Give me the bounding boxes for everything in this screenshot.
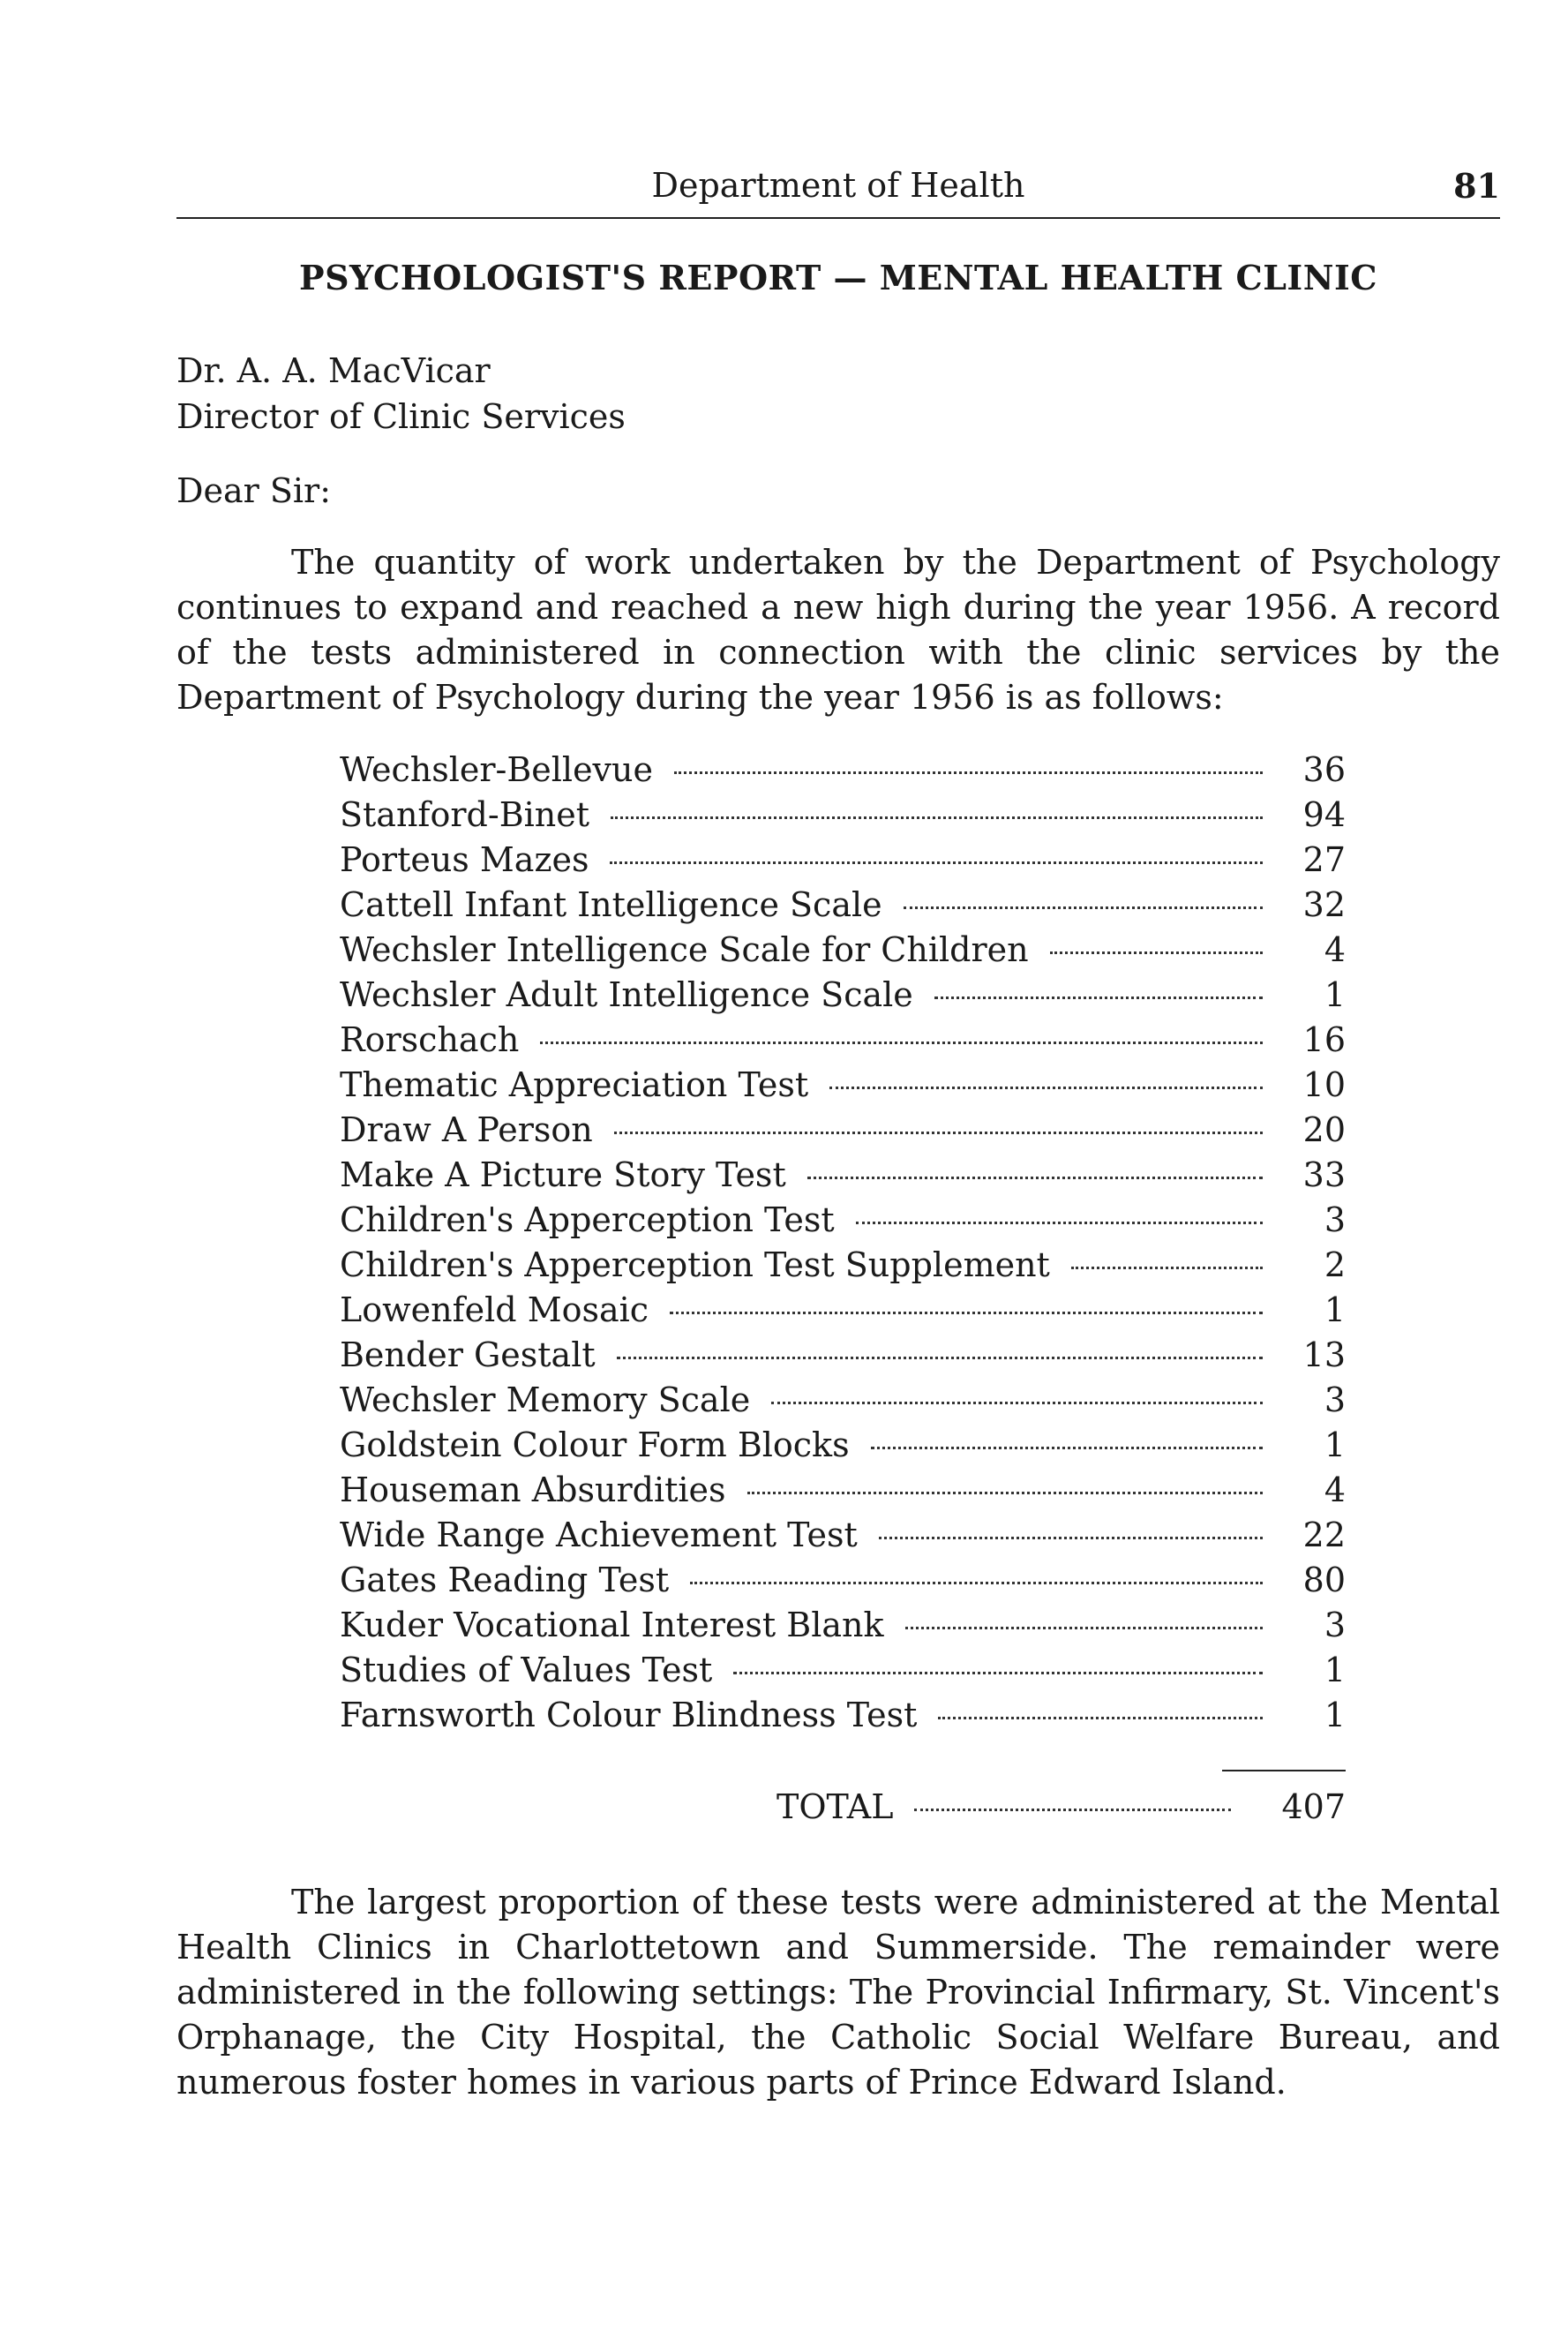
dot-leader	[611, 816, 1263, 819]
page-number: 81	[1453, 166, 1500, 206]
test-row	[340, 1020, 1346, 1065]
test-count: 94	[1302, 795, 1346, 834]
test-count: 3	[1324, 1606, 1346, 1644]
salutation: Dear Sir:	[176, 471, 332, 510]
test-count: 32	[1302, 885, 1346, 924]
test-count: 4	[1324, 1470, 1346, 1509]
test-count: 3	[1324, 1200, 1346, 1239]
test-name: Draw A Person	[340, 1110, 593, 1149]
test-name: Studies of Values Test	[340, 1651, 713, 1689]
addressee-name: Dr. A. A. MacVicar	[176, 351, 491, 390]
test-count: 20	[1302, 1110, 1346, 1149]
test-count: 1	[1324, 1290, 1346, 1329]
test-name: Wide Range Achievement Test	[340, 1515, 858, 1554]
dot-leader	[670, 1312, 1263, 1314]
test-count: 80	[1302, 1561, 1346, 1599]
test-count: 16	[1302, 1020, 1346, 1059]
test-name: Stanford-Binet	[340, 795, 590, 834]
test-count: 33	[1302, 1155, 1346, 1194]
test-name: Farnsworth Colour Blindness Test	[340, 1696, 918, 1734]
intro-paragraph: The quantity of work undertaken by the Department of Psychology continues to expand and reached a new high during the year 1956. A record of the tests administered in connection with the clinic services by the Department of Psychology during the year 1956 is as follows:	[176, 543, 1500, 717]
dot-leader	[807, 1177, 1263, 1179]
test-name: Wechsler Adult Intelligence Scale	[340, 975, 913, 1014]
dot-leader	[905, 1627, 1264, 1629]
test-name: Kuder Vocational Interest Blank	[340, 1606, 884, 1644]
test-row	[340, 1425, 1346, 1470]
dot-leader	[938, 1717, 1263, 1719]
running-head: Department of Health	[651, 166, 1025, 205]
dot-leader	[747, 1492, 1263, 1494]
report-title: PSYCHOLOGIST'S REPORT — MENTAL HEALTH CLINIC	[299, 258, 1377, 297]
test-count: 36	[1302, 750, 1346, 789]
dot-leader	[1071, 1267, 1263, 1269]
test-row	[340, 1561, 1346, 1606]
closing-paragraph: The largest proportion of these tests were administered at the Mental Health Clinics in Charlottetown and Summerside. The remainder were administered in the following settings: The Provincial Infirmary, St. Vincent's Orphanage, the City Hospital, the Catholic Social Welfare Bureau, and numerous foster homes in various parts of Prince Edward Island.	[176, 1883, 1500, 2102]
test-row	[340, 885, 1346, 930]
test-row	[340, 750, 1346, 795]
test-count: 27	[1302, 840, 1346, 879]
test-row	[340, 1470, 1346, 1515]
test-row	[340, 1110, 1346, 1155]
dot-leader	[1050, 951, 1263, 954]
test-name: Bender Gestalt	[340, 1335, 596, 1374]
test-count: 13	[1302, 1335, 1346, 1374]
dot-leader	[856, 1222, 1263, 1224]
dot-leader	[674, 771, 1263, 774]
test-count: 1	[1324, 975, 1346, 1014]
test-name: Wechsler-Bellevue	[340, 750, 653, 789]
test-count: 10	[1302, 1065, 1346, 1104]
test-count: 1	[1324, 1696, 1346, 1734]
test-row	[340, 1335, 1346, 1380]
test-count: 2	[1324, 1245, 1346, 1284]
test-row	[340, 840, 1346, 885]
test-name: Children's Apperception Test	[340, 1200, 835, 1239]
total-row	[776, 1787, 1346, 1826]
test-name: Wechsler Memory Scale	[340, 1380, 751, 1419]
test-name: Gates Reading Test	[340, 1561, 670, 1599]
test-count: 3	[1324, 1380, 1346, 1419]
test-row	[340, 1065, 1346, 1110]
total-count: 407	[1281, 1787, 1346, 1826]
dot-leader	[733, 1672, 1263, 1674]
dot-leader	[879, 1537, 1263, 1539]
dot-leader	[690, 1582, 1263, 1584]
dot-leader	[610, 861, 1263, 864]
total-rule	[1222, 1770, 1346, 1771]
dot-leader	[540, 1042, 1263, 1044]
dot-leader	[934, 997, 1263, 999]
addressee-block	[176, 348, 626, 440]
test-row	[340, 1696, 1346, 1741]
test-name: Porteus Mazes	[340, 840, 589, 879]
dot-leader	[617, 1357, 1263, 1359]
test-count: 1	[1324, 1651, 1346, 1689]
test-row	[340, 1651, 1346, 1696]
test-name: Make A Picture Story Test	[340, 1155, 786, 1194]
test-row	[340, 1380, 1346, 1425]
test-row	[340, 1245, 1346, 1290]
test-row	[340, 1155, 1346, 1200]
test-count: 1	[1324, 1425, 1346, 1464]
test-name: Lowenfeld Mosaic	[340, 1290, 649, 1329]
test-name: Cattell Infant Intelligence Scale	[340, 885, 882, 924]
dot-leader	[904, 906, 1263, 909]
dot-leader	[829, 1087, 1263, 1089]
test-name: Goldstein Colour Form Blocks	[340, 1425, 850, 1464]
dot-leader	[614, 1132, 1263, 1134]
test-row	[340, 1290, 1346, 1335]
test-name: Children's Apperception Test Supplement	[340, 1245, 1050, 1284]
total-label: TOTAL	[776, 1787, 894, 1826]
dot-leader	[771, 1402, 1263, 1404]
test-row	[340, 930, 1346, 975]
test-count: 22	[1302, 1515, 1346, 1554]
test-row	[340, 1606, 1346, 1651]
addressee-position: Director of Clinic Services	[176, 397, 626, 436]
tests-table	[340, 750, 1346, 1741]
page-header	[176, 166, 1500, 219]
test-name: Houseman Absurdities	[340, 1470, 726, 1509]
test-name: Wechsler Intelligence Scale for Children	[340, 930, 1029, 969]
test-row	[340, 1200, 1346, 1245]
test-name: Thematic Appreciation Test	[340, 1065, 809, 1104]
test-count: 4	[1324, 930, 1346, 969]
test-row	[340, 1515, 1346, 1561]
dot-leader	[914, 1809, 1231, 1811]
dot-leader	[871, 1447, 1263, 1449]
test-row	[340, 975, 1346, 1020]
test-name: Rorschach	[340, 1020, 520, 1059]
test-row	[340, 795, 1346, 840]
